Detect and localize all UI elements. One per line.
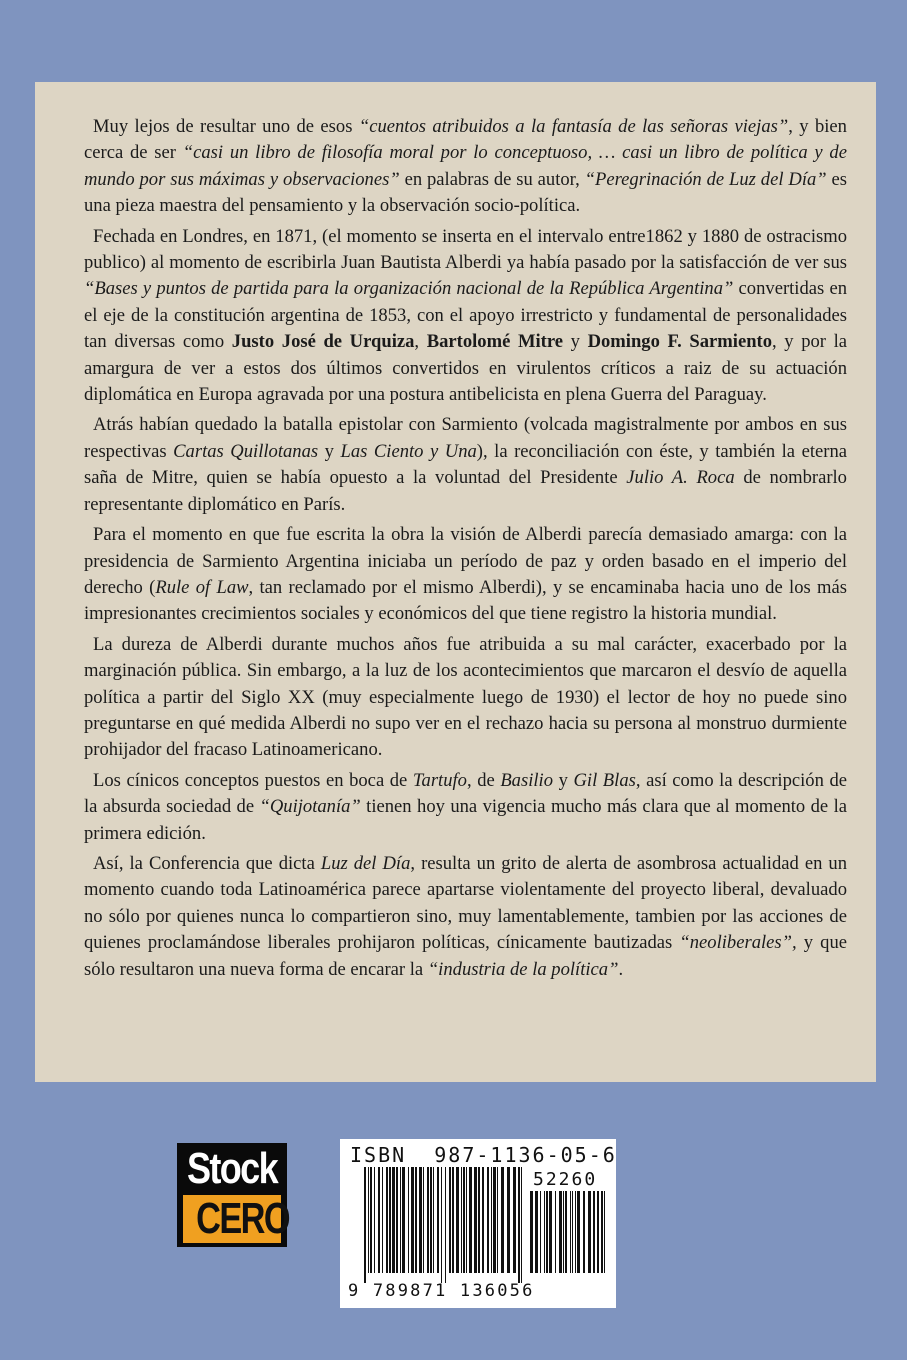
barcode-bar (478, 1167, 480, 1273)
italic-text: “industria de la política” (427, 958, 619, 980)
barcode-bar (549, 1191, 552, 1273)
barcode-bar (370, 1167, 372, 1273)
barcode-bar (559, 1191, 562, 1273)
italic-text: Cartas Quillotanas (173, 440, 319, 462)
barcode-bar (364, 1167, 366, 1283)
bold-text: Domingo F. Sarmiento (587, 331, 773, 353)
ean-barcode-bars (364, 1167, 524, 1283)
barcode-bar (382, 1167, 383, 1273)
text-run: , resulta un grito de alerta de asombrosa actualidad en un momento cuando toda Latinoamérica parece apartarse violentamente del proyecto liberal, devaluado no sólo por quienes nunca lo compartieron sino, muy lamentablemente, tambien por las acciones de quienes proclamándose liberales prohijaron políticas, cínicamente bautizadas (84, 852, 847, 954)
barcode-bar (461, 1167, 462, 1273)
text-run: es una pieza maestra del pensamiento y la observación socio-política. (84, 168, 847, 217)
barcode-bar (563, 1191, 564, 1273)
barcode-bar (575, 1191, 576, 1273)
italic-text: “casi un libro de filosofía moral por lo conceptuoso, … casi un libro de política y de mundo por sus máximas y observaciones” (84, 142, 847, 190)
italic-text: Tartufo (412, 769, 467, 791)
barcode-bar (535, 1191, 538, 1273)
text-run: , y bien cerca de ser (84, 116, 847, 164)
barcode-bar (601, 1191, 603, 1273)
body-paragraph (84, 632, 847, 764)
italic-text: “Bases y puntos de partida para la organización nacional de la República Argentina” (84, 278, 734, 300)
body-paragraph (84, 768, 847, 847)
barcode-bar (583, 1191, 585, 1273)
barcode-bar (427, 1167, 429, 1273)
logo-bottom-text: CERO (196, 1194, 290, 1243)
barcode-bar (368, 1167, 369, 1273)
barcode-bar (474, 1167, 477, 1273)
italic-text: Las Ciento y Una (340, 440, 477, 462)
barcode-bar (449, 1167, 451, 1273)
text-run: y que sólo resultaron una nueva forma de encarar la (84, 932, 847, 980)
barcode-bar (572, 1191, 573, 1273)
text-run: y (318, 440, 341, 462)
barcode-bar (521, 1167, 522, 1283)
barcode-bar (530, 1191, 533, 1273)
ean-digits: 9 789871 136056 (348, 1281, 535, 1301)
italic-text: Gil Blas (573, 769, 636, 791)
barcode-bar (577, 1191, 580, 1273)
italic-text: Basilio (500, 769, 554, 791)
barcode-bar (374, 1167, 375, 1273)
barcode-bar (518, 1167, 520, 1283)
barcode-bar (392, 1167, 395, 1273)
italic-text: “neoliberales”, (679, 932, 797, 954)
logo-bottom-block (183, 1194, 290, 1243)
body-paragraph (84, 224, 847, 409)
text-run: Fechada en Londres, en 1871, (el momento se inserta en el intervalo entre1862 y 1880 de ostracismo publico) al momento de escribirla Juan Bautista Alberdi ya había pasado por la satisfacción de ver sus (84, 225, 847, 274)
barcode-bar (513, 1167, 516, 1273)
barcode-bar (430, 1167, 432, 1273)
stockcero-logo (177, 1143, 290, 1247)
text-run: La dureza de Alberdi durante muchos años fue atribuida a su mal carácter, exacerbado por la marginación pública. Sin embargo, a la luz de los acontecimientos que marcaron el desvío de aquella política a partir del Siglo XX (muy especialmente luego de 1930) el lector de hoy no puede sino preguntarse en qué medida Alberdi no supo ver en el rechazo hacia su persona al monstruo durmiente prohijador del fracaso Latinoamericano. (84, 633, 847, 761)
logo-top-text: Stock (186, 1144, 278, 1193)
isbn-barcode (340, 1139, 616, 1308)
barcode-bar (501, 1167, 504, 1273)
barcode-bar (378, 1167, 380, 1273)
isbn-label: ISBN 987-1136-05-6 (350, 1143, 617, 1167)
barcode-bar (565, 1191, 567, 1273)
text-run: Muy lejos de resultar uno de esos (93, 116, 359, 137)
barcode-bar (555, 1191, 556, 1273)
barcode-bar (507, 1167, 510, 1273)
italic-text: “Quijotanía” (259, 796, 361, 818)
bold-text: Justo José de Urquiza (231, 331, 415, 353)
barcode-bar (482, 1167, 484, 1273)
addon-code: 52260 (533, 1169, 598, 1190)
text-run: tienen hoy una vigencia mucho más clara que al momento de la primera edición. (84, 796, 848, 844)
barcode-bar (389, 1167, 391, 1273)
barcode-bar (419, 1167, 422, 1273)
barcode-bar (456, 1167, 459, 1273)
text-run: Para el momento en que fue escrita la obra la visión de Alberdi parecía demasiado amarga: con la presidencia de Sarmiento Argentina iniciaba un período de paz y orden basado en el imperio del derecho ( (84, 524, 847, 598)
barcode-bar (588, 1191, 591, 1273)
barcode-bar (546, 1191, 548, 1273)
text-run: , (414, 331, 427, 353)
body-paragraph (84, 114, 847, 220)
barcode-bar (396, 1167, 398, 1273)
italic-text: “cuentos atribuidos a la fantasía de las señoras viejas” (358, 116, 789, 137)
text-run: ), la reconciliación con éste, y también la eterna saña de Mitre, quien se había opuesto a la voluntad del Presidente (84, 440, 848, 489)
barcode-bar (544, 1191, 545, 1273)
text-run: de nombrarlo representante diplomático en París. (84, 467, 847, 515)
bold-text: Bartolomé Mitre (426, 331, 564, 353)
italic-text: Rule of Law (155, 576, 249, 598)
text-run: y (553, 769, 574, 791)
barcode-bar (570, 1191, 571, 1273)
barcode-bar (433, 1167, 434, 1273)
barcode-bar (593, 1191, 595, 1273)
body-paragraph (84, 851, 847, 983)
barcode-bar (415, 1167, 417, 1273)
barcode-bar (487, 1167, 489, 1273)
barcode-bar (423, 1167, 424, 1273)
barcode-bar (463, 1167, 465, 1273)
text-run: , tan reclamado por el mismo Alberdi), y se encaminaba hacia uno de los más impresionantes crecimientos sociales y económicos del que tiene registro la historia mundial. (84, 576, 847, 625)
text-run: en palabras de su autor, (399, 168, 585, 190)
barcode-bar (597, 1191, 599, 1273)
text-run: y (563, 331, 588, 353)
addon-barcode-bars (530, 1191, 608, 1283)
italic-text: Luz del Día (320, 852, 411, 874)
text-run: . (618, 958, 624, 980)
text-run: Atrás habían quedado la batalla epistolar con Sarmiento (volcada magistralmente por ambos en sus respectivas (84, 414, 847, 462)
barcode-bar (400, 1167, 401, 1273)
barcode-bar (491, 1167, 492, 1273)
text-run: , así como la descripción de la absurda sociedad de (84, 769, 848, 818)
barcode-bar (445, 1167, 446, 1283)
barcode-bar (408, 1167, 409, 1273)
body-paragraph (84, 522, 847, 628)
barcode-bar (466, 1167, 467, 1273)
barcode-bar (402, 1167, 405, 1273)
text-run: convertidas en el eje de la constitución argentina de 1853, con el apoyo irrestricto y fundamental de personalidades tan diversas como (84, 278, 847, 353)
italic-text: Julio A. Roca (626, 467, 735, 489)
body-paragraph (84, 412, 847, 518)
barcode-bar (386, 1167, 388, 1273)
barcode-bar (469, 1167, 472, 1273)
text-run: Así, la Conferencia que dicta (93, 852, 321, 874)
barcode-bar (411, 1167, 414, 1273)
barcode-bar (493, 1167, 496, 1273)
barcode-bar (604, 1191, 605, 1273)
text-run: , de (466, 769, 501, 791)
italic-text: “Peregrinación de Luz del Día” (584, 168, 827, 190)
barcode-bar (540, 1191, 541, 1273)
barcode-bar (441, 1167, 442, 1283)
text-run: , y por la amargura de ver a estos dos últimos convertidos en virulentos críticos a raiz de su actuación diplomática en Europa agravada por una postura antibelicista en plena Guerra del Paraguay. (84, 331, 848, 406)
barcode-bar (452, 1167, 454, 1273)
text-run: Los cínicos conceptos puestos en boca de (93, 769, 413, 791)
barcode-bar (497, 1167, 498, 1273)
back-cover-text-panel (35, 82, 876, 1082)
barcode-bar (437, 1167, 439, 1273)
